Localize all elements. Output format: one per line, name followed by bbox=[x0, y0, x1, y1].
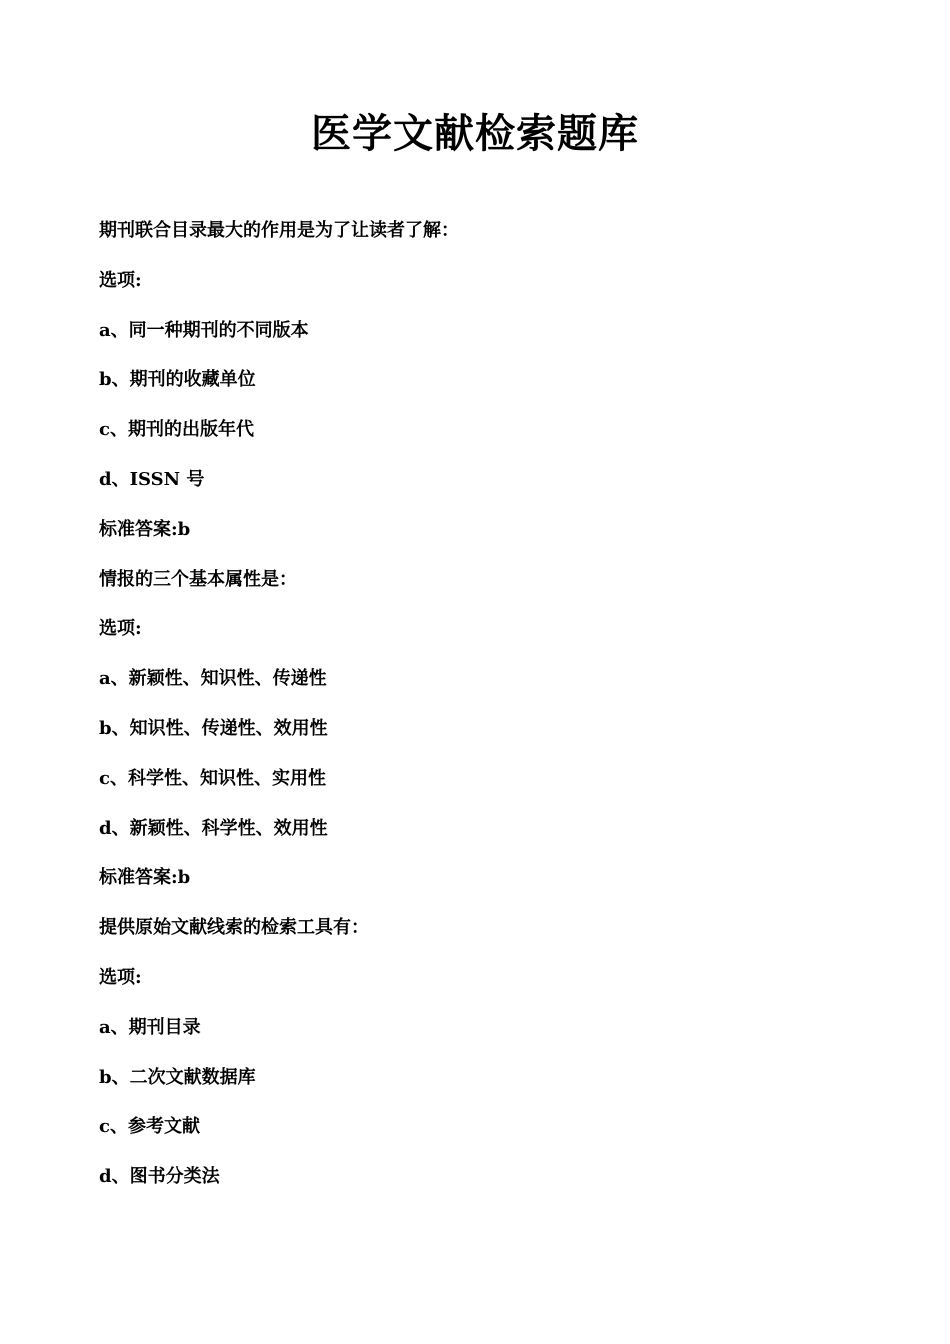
question-stem: 提供原始文献线索的检索工具有： bbox=[99, 917, 369, 939]
option-a: a、新颖性、知识性、传递性 bbox=[99, 668, 327, 690]
standard-answer: 标准答案:b bbox=[99, 867, 191, 889]
option-c: c、参考文献 bbox=[99, 1116, 200, 1138]
page-title: 医学文献检索题库 bbox=[311, 110, 639, 157]
option-d: d、图书分类法 bbox=[99, 1166, 220, 1188]
option-b: b、知识性、传递性、效用性 bbox=[99, 717, 328, 739]
option-a: a、期刊目录 bbox=[99, 1016, 201, 1038]
options-label: 选项: bbox=[99, 966, 142, 988]
option-c: c、科学性、知识性、实用性 bbox=[99, 767, 326, 789]
option-d: d、新颖性、科学性、效用性 bbox=[99, 817, 328, 839]
question-stem: 期刊联合目录最大的作用是为了让读者了解： bbox=[99, 220, 459, 241]
question-list bbox=[99, 218, 879, 1214]
option-b: b、二次文献数据库 bbox=[99, 1066, 256, 1088]
standard-answer: 标准答案:b bbox=[99, 518, 191, 540]
option-b: b、期刊的收藏单位 bbox=[99, 369, 256, 391]
question-stem: 情报的三个基本属性是： bbox=[99, 568, 297, 590]
options-label: 选项: bbox=[99, 269, 142, 291]
option-c: c、期刊的出版年代 bbox=[99, 419, 254, 441]
options-label: 选项: bbox=[99, 618, 142, 640]
option-a: a、同一种期刊的不同版本 bbox=[99, 319, 309, 341]
option-d: d、ISSN 号 bbox=[99, 468, 205, 490]
